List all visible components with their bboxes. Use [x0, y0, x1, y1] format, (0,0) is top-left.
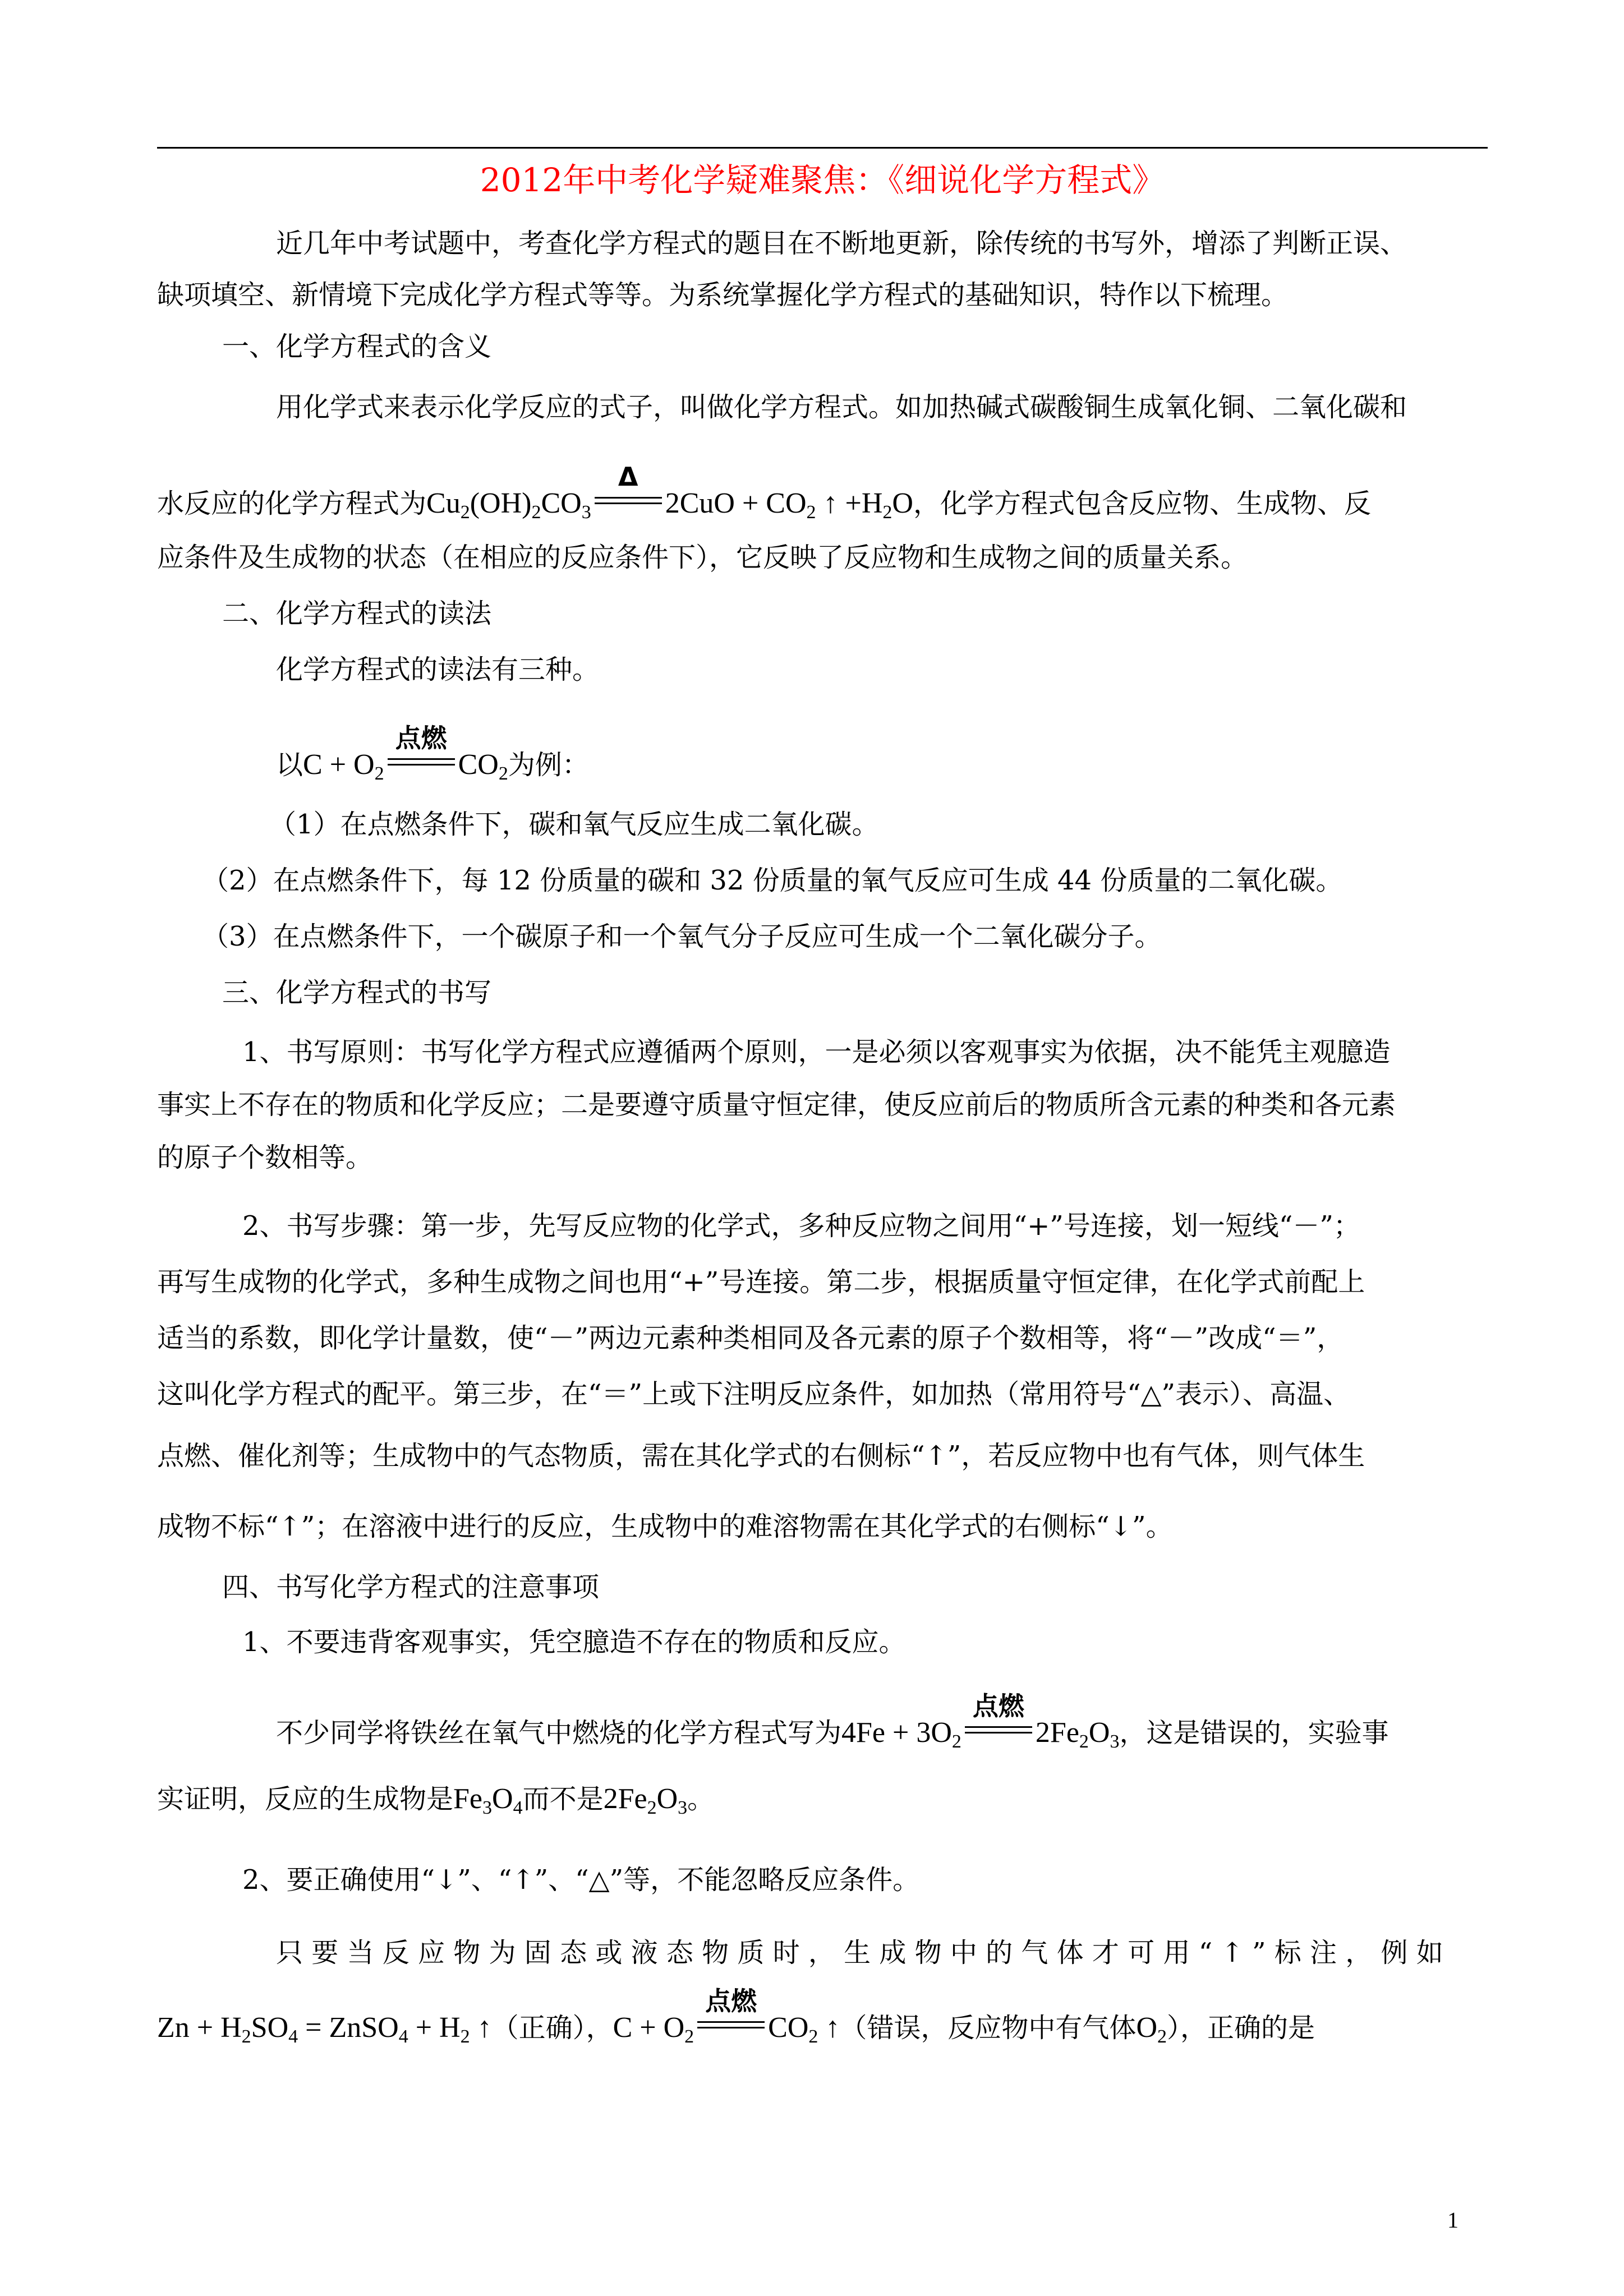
section-3-item-1-line-1: 1、书写原则：书写化学方程式应遵循两个原则，一是必须以客观事实为依据，决不能凭主观臆造: [242, 1036, 1391, 1068]
section-3-item-2-line-2: 再写生成物的化学式，多种生成物之间也用“+”号连接。第二步，根据质量守恒定律，在化学式前配上: [157, 1266, 1365, 1298]
section-3-item-2-line-3: 适当的系数，即化学计量数，使“－”两边元素种类相同及各元素的原子个数相等，将“－”改成“＝”，: [157, 1322, 1344, 1354]
section-3-heading: 三、化学方程式的书写: [222, 977, 492, 1008]
equation-carbon-combustion-wrong: $C + O_2$ 点燃 $CO_2$ ↑: [613, 1986, 840, 2047]
header-rule: [157, 147, 1488, 149]
ignition-condition-sign: 点燃: [965, 1718, 1032, 1741]
formula-o2: $O_2$: [1136, 2012, 1167, 2047]
intro-line-2: 缺项填空、新情境下完成化学方程式等等。为系统掌握化学方程式的基础知识，特作以下梳理。: [157, 279, 1289, 311]
equation-iron-combustion-wrong: $4Fe + 3O_2$ 点燃 $2Fe_2O_3$: [841, 1691, 1120, 1752]
equation-carbon-combustion: $C + O_2$ 点燃 $CO_2$: [303, 723, 508, 784]
section-2-para-1: 化学方程式的读法有三种。: [276, 654, 600, 685]
section-4-item-2-para-1: 只 要 当 反 应 物 为 固 态 或 液 态 物 质 时 ， 生 成 物 中 的 气 体 才 可 用 “ ↑ ” 标 注 ， 例 如: [276, 1937, 1443, 1968]
section-4-item-1-para-1: 不少同学将铁丝在氧气中燃烧的化学方程式写为$4Fe + 3O_2$ 点燃 $2Fe_2O_3$，这是错误的，实验事: [276, 1691, 1389, 1752]
formula-fe2o3: $2Fe_2O_3$: [603, 1783, 688, 1818]
reading-1: （1）在点燃条件下，碳和氧气反应生成二氧化碳。: [269, 809, 879, 840]
section-4-item-1-para-2: 实证明，反应的生成物是$Fe_3O_4$而不是$2Fe_2O_3$。: [157, 1783, 715, 1818]
formula-fe3o4: $Fe_3O_4$: [453, 1783, 523, 1818]
section-1-para-3: 应条件及生成物的状态（在相应的反应条件下），它反映了反应物和生成物之间的质量关系。: [157, 542, 1248, 573]
intro-line-1: 近几年中考试题中，考查化学方程式的题目在不断地更新，除传统的书写外，增添了判断正误、: [276, 228, 1407, 259]
section-2-heading: 二、化学方程式的读法: [222, 598, 492, 629]
page-title: 2012年中考化学疑难聚焦：《细说化学方程式》: [480, 161, 1165, 199]
section-4-heading: 四、书写化学方程式的注意事项: [222, 1571, 600, 1603]
ignition-condition-sign: 点燃: [697, 2013, 765, 2036]
section-4-item-1: 1、不要违背客观事实，凭空臆造不存在的物质和反应。: [242, 1626, 906, 1658]
reading-3: （3）在点燃条件下，一个碳原子和一个氧气分子反应可生成一个二氧化碳分子。: [202, 921, 1162, 952]
equation-basic-copper-carbonate: $Cu_2(OH)_2CO_3$ Δ $2CuO + CO_2$ ↑ $+H_2O$: [426, 462, 913, 523]
section-1-para-2: 水反应的化学方程式为$Cu_2(OH)_2CO_3$ Δ $2CuO + CO_2$ ↑ $+H_2O$，化学方程式包含反应物、生成物、反: [157, 462, 1371, 523]
section-2-example: 以$C + O_2$ 点燃 $CO_2$为例：: [276, 723, 589, 784]
page-number: 1: [1447, 2207, 1459, 2233]
equation-zinc-sulfuric-acid: $Zn + H_2SO_4$ = ZnSO$_4$ + $H_2$ ↑: [157, 2012, 492, 2047]
section-3-item-2-line-4: 这叫化学方程式的配平。第三步，在“＝”上或下注明反应条件，如加热（常用符号“△”表示）、高温、: [157, 1378, 1351, 1410]
section-3-item-2-line-1: 2、书写步骤：第一步，先写反应物的化学式，多种反应物之间用“+”号连接，划一短线“－”；: [242, 1210, 1360, 1242]
section-3-item-1-line-3: 的原子个数相等。: [157, 1142, 373, 1173]
heating-condition-sign: Δ: [595, 489, 662, 511]
section-4-item-2: 2、要正确使用“↓”、“↑”、“△”等，不能忽略反应条件。: [242, 1864, 920, 1896]
section-3-item-1-line-2: 事实上不存在的物质和化学反应；二是要遵守质量守恒定律，使反应前后的物质所含元素的种类和各元素: [157, 1089, 1396, 1121]
ignition-condition-sign: 点燃: [388, 750, 455, 773]
reading-2: （2）在点燃条件下，每 12 份质量的碳和 32 份质量的氧气反应可生成 44 份质量的二氧化碳。: [202, 865, 1343, 896]
section-3-item-2-line-5: 点燃、催化剂等；生成物中的气态物质，需在其化学式的右侧标“↑”，若反应物中也有气体，则气体生: [157, 1440, 1365, 1472]
section-1-para-1: 用化学式来表示化学反应的式子，叫做化学方程式。如加热碱式碳酸铜生成氧化铜、二氧化碳和: [276, 391, 1407, 423]
section-3-item-2-line-6: 成物不标“↑”；在溶液中进行的反应，生成物中的难溶物需在其化学式的右侧标“↓”。: [157, 1511, 1173, 1542]
section-1-heading: 一、化学方程式的含义: [222, 331, 492, 362]
section-4-item-2-para-2: $Zn + H_2SO_4$ = ZnSO$_4$ + $H_2$ ↑（正确），$C + O_2$ 点燃 $CO_2$ ↑（错误，反应物中有气体$O_2$），正确的是: [157, 1986, 1315, 2047]
